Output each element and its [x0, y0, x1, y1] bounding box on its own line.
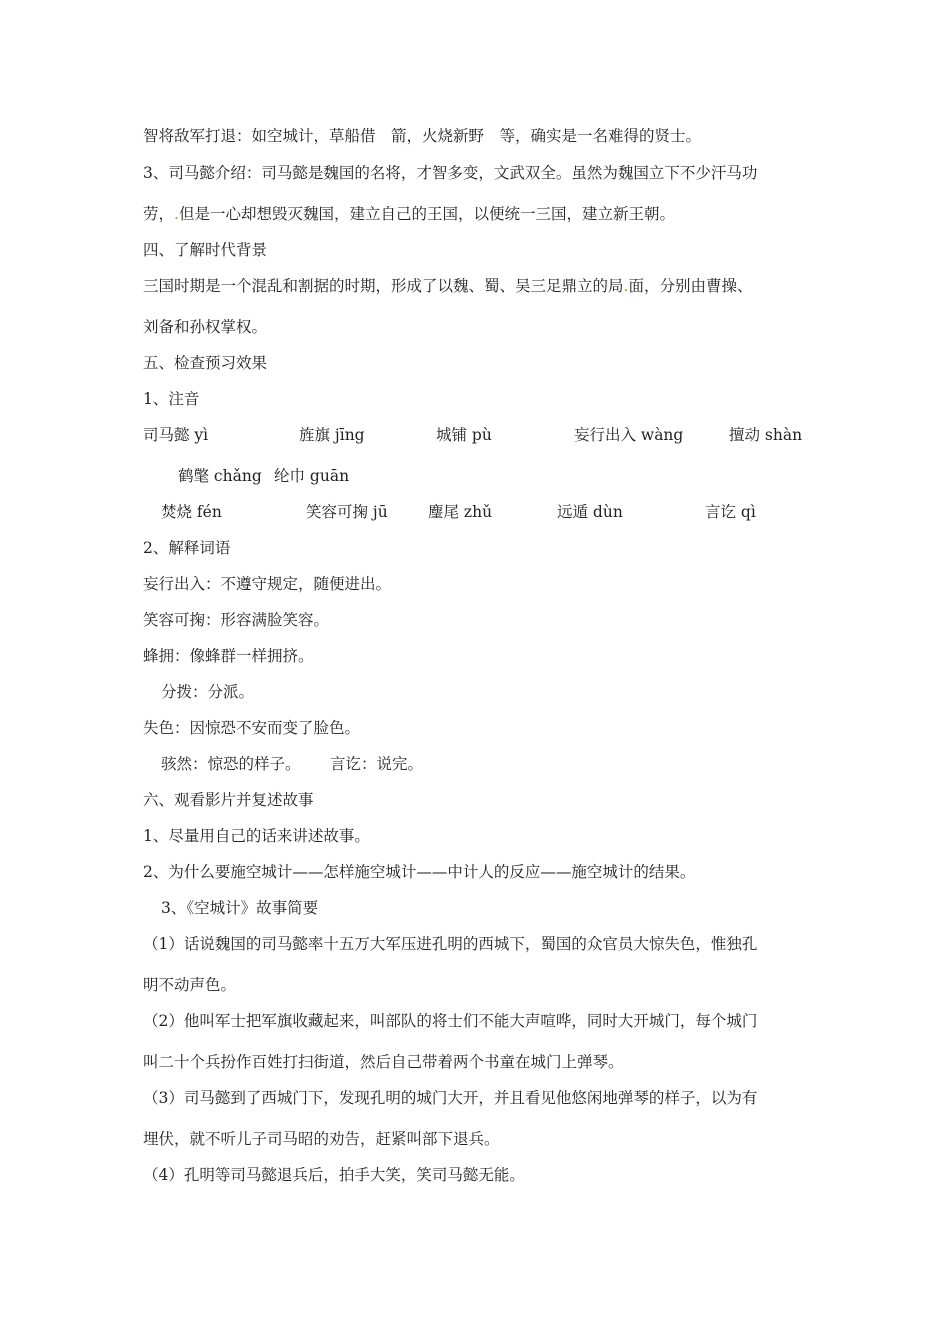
paragraph-line: （4）孔明等司马懿退兵后，拍手大笑，笑司马懿无能。 — [143, 1166, 525, 1184]
paragraph-line: 1、尽量用自己的话来讲述故事。 — [143, 827, 370, 845]
pinyin-item: 擅动 shàn — [729, 426, 803, 444]
pinyin-item: 言讫 qì — [705, 503, 756, 521]
text-segment: 劳， — [143, 205, 175, 223]
subsection-heading: 3、《空城计》故事简要 — [161, 899, 319, 917]
subsection-heading: 2、解释词语 — [143, 539, 231, 557]
text-segment: 但是一心却想毁灭魏国，建立自己的王国，以便统一三国，建立新王朝。 — [178, 205, 675, 223]
definition-line: 分拨：分派。 — [161, 683, 255, 701]
definition-line: 骇然：惊恐的样子。 — [161, 755, 301, 773]
definition-line: 妄行出入：不遵守规定，随便进出。 — [143, 575, 392, 593]
definition-line: 笑容可掬：形容满脸笑容。 — [143, 611, 330, 629]
section-heading: 六、观看影片并复述故事 — [143, 791, 314, 809]
text-segment: 面，分别由曹操、 — [628, 277, 753, 295]
pinyin-item: 旌旗 jīng — [299, 426, 365, 444]
definition-line: 失色：因惊恐不安而变了脸色。 — [143, 719, 361, 737]
section-heading: 五、检查预习效果 — [143, 354, 268, 372]
paragraph-line: 刘备和孙权掌权。 — [143, 318, 268, 336]
paragraph-line — [143, 204, 675, 224]
emphasis-dot: . — [623, 277, 629, 295]
pinyin-item: 笑容可掬 jū — [306, 503, 388, 521]
pinyin-item: 司马懿 yì — [143, 426, 209, 444]
paragraph-line: （3）司马懿到了西城门下，发现孔明的城门大开，并且看见他悠闲地弹琴的样子，以为有 — [143, 1089, 758, 1107]
paragraph-line: 叫二十个兵扮作百姓打扫街道，然后自己带着两个书童在城门上弹琴。 — [143, 1053, 624, 1071]
paragraph-line: （1）话说魏国的司马懿率十五万大军压进孔明的西城下，蜀国的众官员大惊失色，惟独孔 — [143, 935, 758, 953]
definition-line: 蜂拥：像蜂群一样拥挤。 — [143, 647, 314, 665]
definition-line: 言讫：说完。 — [330, 755, 424, 773]
emphasis-dot: . — [174, 205, 179, 223]
pinyin-item: 纶巾 guān — [274, 467, 350, 485]
section-heading: 四、了解时代背景 — [143, 241, 268, 259]
paragraph-line — [143, 276, 752, 296]
paragraph-line: 明不动声色。 — [143, 976, 237, 994]
pinyin-item: 远遁 dùn — [557, 503, 623, 521]
paragraph-line: 智将敌军打退：如空城计，草船借 箭，火烧新野 等，确实是一名难得的贤士。 — [143, 127, 702, 145]
paragraph-line: （2）他叫军士把军旗收藏起来，叫部队的将士们不能大声喧哗，同时大开城门，每个城门 — [143, 1012, 758, 1030]
pinyin-item: 麈尾 zhǔ — [428, 503, 493, 521]
paragraph-line: 埋伏，就不听儿子司马昭的劝告，赶紧叫部下退兵。 — [143, 1130, 500, 1148]
subsection-heading: 1、注音 — [143, 390, 200, 408]
text-segment: 三国时期是一个混乱和割据的时期，形成了以魏、蜀、吴三足鼎立的局 — [143, 277, 624, 295]
paragraph-line: 2、为什么要施空城计——怎样施空城计——中计人的反应——施空城计的结果。 — [143, 863, 696, 881]
pinyin-item: 城铺 pù — [436, 426, 492, 444]
paragraph-line: 3、司马懿介绍：司马懿是魏国的名将，才智多变，文武双全。虽然为魏国立下不少汗马功 — [143, 164, 758, 182]
pinyin-item: 妄行出入 wàng — [574, 426, 684, 444]
pinyin-item: 鹤氅 chǎng — [178, 467, 262, 485]
pinyin-item: 焚烧 fén — [161, 503, 222, 521]
